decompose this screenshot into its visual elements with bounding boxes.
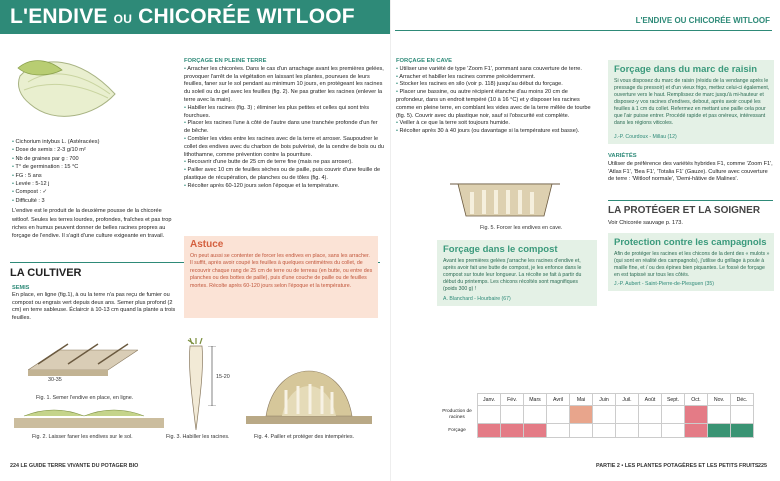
calendar-forcage-row bbox=[437, 424, 754, 438]
proteger-heading: LA PROTÉGER ET LA SOIGNER bbox=[608, 205, 761, 216]
forcage-cave-item: • Placer une bassine, ou autre récipient étanche d'au moins 20 cm de profondeur, dans un endroit tempéré (10 à 16 °C) et y disposer les racines comme en pleine terre, en comblant les vides avec de la terre mêlée de tourbe (fig. 5). Couvrir avec du plastique noir, sauf si l'obscurité est complète. bbox=[396, 89, 596, 120]
fig5-caption: Fig. 5. Forcer les endives en cave. bbox=[480, 225, 563, 231]
calendar-cell bbox=[708, 424, 731, 438]
right-folio-text: PARTIE 2 • LES PLANTES POTAGÈRES ET LES PETITS FRUITS bbox=[596, 463, 759, 469]
left-folio: 224 LE GUIDE TERRE VIVANTE DU POTAGER BIO bbox=[10, 463, 139, 469]
raisin-box-author: J.-P. Courdoux - Millau (12) bbox=[614, 134, 677, 140]
calendar-cell bbox=[685, 424, 708, 438]
calendar-cell bbox=[639, 406, 662, 424]
campagnols-box-author: J.-P. Aubert - Saint-Pierre-de-Plesguen (35) bbox=[614, 281, 714, 287]
month-label: Juin bbox=[593, 394, 616, 406]
fact-graines: • Nb de graines par g : 700 bbox=[12, 155, 177, 163]
calendar-header-row bbox=[437, 394, 754, 406]
title-ou: OU bbox=[113, 12, 133, 26]
forcage-terre-item: • Habiller les racines (fig. 3) ; éliminer les plus petites et celles qui sont très fourchues. bbox=[184, 105, 384, 121]
calendar-cell bbox=[593, 406, 616, 424]
forcage-cave-item: • Stocker les racines en silo (voir p. 118) jusqu'au début du forçage. bbox=[396, 81, 596, 89]
varietes-text: Utiliser de préférence des variétés hybrides F1, comme 'Zoom F1', 'Atlas F1', 'Bea F1', 'Totalia F1' (Gauze). Culture avec couverture de terre : 'Witloof normale', 'Demi-hâtive de Malines'. bbox=[608, 160, 773, 183]
calendar-cell bbox=[639, 424, 662, 438]
raisin-box-title: Forçage dans du marc de raisin bbox=[614, 64, 758, 75]
gutter bbox=[390, 0, 391, 481]
fig2-caption: Fig. 2. Laisser faner les endives sur le sol. bbox=[32, 434, 133, 440]
month-label: Août bbox=[639, 394, 662, 406]
forcage-cave-item: • Arracher et habiller les racines comme précédemment. bbox=[396, 74, 596, 82]
calendar-row-label: Production de racines bbox=[442, 408, 472, 420]
semis-heading: SEMIS bbox=[12, 285, 30, 291]
month-label: Janv. bbox=[478, 394, 501, 406]
forcage-terre-item: • Recouvrir d'une butte de 25 cm de terre fine (mais ne pas arroser). bbox=[184, 159, 384, 167]
raisin-box bbox=[608, 60, 774, 144]
calendar-cell bbox=[570, 424, 593, 438]
voir-text: Voir Chicorée sauvage p. 173. bbox=[608, 220, 683, 226]
right-folio-number: 225 bbox=[758, 463, 767, 469]
calendar-cell bbox=[662, 406, 685, 424]
fig1-dimension: 30-35 bbox=[48, 377, 62, 383]
calendar-cell bbox=[570, 406, 593, 424]
calendar-cell bbox=[547, 406, 570, 424]
forcage-cave-heading: FORÇAGE EN CAVE bbox=[396, 58, 452, 64]
calendar-cell bbox=[662, 424, 685, 438]
forcage-terre-heading: FORÇAGE EN PLEINE TERRE bbox=[184, 58, 267, 64]
month-label: Déc. bbox=[731, 394, 754, 406]
varietes-block bbox=[608, 153, 773, 184]
calendar-cell bbox=[685, 406, 708, 424]
fig4-caption: Fig. 4. Pailler et protéger des intempéries. bbox=[254, 434, 355, 440]
astuce-text: On peut aussi se contenter de forcer les endives en place, sans les arracher. Il suffit, après avoir coupé les feuilles à quelques centimètres du collet, de recouvrir chaque rang de 25 cm de terre ou de terreau (en butte, ou entre des planches ou des bottes de paille), puis d'une couche de paille ou de feuilles mortes. Récolte après 60-120 jours selon l'époque et la température. bbox=[190, 253, 373, 289]
calendar-cell bbox=[524, 424, 547, 438]
semis-text: En place, en ligne (fig.1), à ou la terre n'a pas reçu de fumier ou compost ou engrais vert depuis deux ans. Semer plus profond (2 cm) en terre sableuse. Éclaircir à 10-13 cm quand la plante a trois feuilles. bbox=[12, 292, 176, 321]
page-title bbox=[10, 5, 355, 29]
calendar-cell bbox=[547, 424, 570, 438]
calendar-cell bbox=[616, 406, 639, 424]
calendar-production-row bbox=[437, 406, 754, 424]
title-second: CHICORÉE WITLOOF bbox=[138, 5, 355, 28]
calendar-cell bbox=[616, 424, 639, 438]
calendar-corner bbox=[437, 394, 478, 406]
month-label: Mars bbox=[524, 394, 547, 406]
calendar-cell bbox=[731, 424, 754, 438]
month-label: Oct. bbox=[685, 394, 708, 406]
fig5-drawing bbox=[450, 176, 560, 220]
fig1-caption: Fig. 1. Semer l'endive en place, en ligne. bbox=[36, 395, 134, 401]
forcage-terre-item: • Arracher les chicorées. Dans le cas d'un arrachage avant les premières gelées, provoquer l'arrêt de la végétation en laissant les plantes, pourvues de leurs feuilles, faner sur le sol pendant au minimum 10 jours, en protégeant les racines du soleil ou du gel avec les feuilles (fig. 2). Ne pas gratter les racines (enlever la terre avec la main). bbox=[184, 66, 384, 105]
proteger-rule bbox=[608, 200, 773, 201]
fig1-drawing bbox=[28, 330, 138, 390]
calendar-cell bbox=[731, 406, 754, 424]
fig3-ruler bbox=[208, 346, 216, 406]
astuce-box bbox=[184, 236, 378, 318]
campagnols-box bbox=[608, 233, 774, 291]
fig4-drawing bbox=[246, 346, 372, 424]
calendar-row-label: Forçage bbox=[448, 427, 466, 433]
month-label: Juil. bbox=[616, 394, 639, 406]
forcage-cave-item: • Récolter après 30 à 40 jours (ou davantage si la température est basse). bbox=[396, 128, 596, 136]
forcage-cave-column bbox=[396, 58, 596, 136]
raisin-box-text: Si vous disposez du marc de raisin (résidu de la vendange après le pressage du pressoir) et d'un vieux frigo, mettez celui-ci également, ouverture vers le haut. Remplissez de marc jusqu'à mi-hauteur et disposez-y vos racines d'endives, debout, après avoir coupé les feuilles à 1 cm du collet. Refermez en mettant une paille cela pour que l'air puisse entrer. Procédé rapide et pas onéreux, intéressant dans les régions viticoles. bbox=[614, 78, 770, 126]
running-head: L'ENDIVE OU CHICORÉE WITLOOF bbox=[635, 16, 770, 25]
forcage-terre-item: • Placer les racines l'une à côté de l'autre dans une tranchée profonde d'un fer de bêche. bbox=[184, 120, 384, 136]
forcage-cave-item: • Utiliser une variété de type 'Zoom F1', pommant sans couverture de terre. bbox=[396, 66, 596, 74]
campagnols-box-text: Afin de protéger les racines et les chicons de la dent des « mulots » (qui sont en réalité des campagnols), j'utilise du grillage à poule à maille fine, et / ou des épines bien piquantes. Le fossé de forçage en est tapissé sur tous les côtés. bbox=[614, 251, 770, 278]
fact-dose: • Dose de semis : 2-3 g/10 m² bbox=[12, 146, 177, 154]
calendar-cell bbox=[501, 424, 524, 438]
compost-box-text: Avant les premières gelées j'arrache les racines d'endive et, après avoir fait une butte de compost, je les enfonce dans le compost sur toute leur longueur. La récolte se fait à partir du début du printemps. Les chicons récoltés sont magnifiques (poids 300 g) ! bbox=[443, 258, 582, 292]
fact-difficulte: • Difficulté : 3 bbox=[12, 197, 177, 205]
fact-latin: • Cichorium intybus L. (Astéracées) bbox=[12, 138, 177, 146]
forcage-cave-item: • Veiller à ce que la terre soit toujours humide. bbox=[396, 120, 596, 128]
fig3-dimension: 15-20 bbox=[216, 374, 230, 380]
calendar-table bbox=[437, 393, 754, 438]
calendar-cell bbox=[524, 406, 547, 424]
campagnols-box-title: Protection contre les campagnols bbox=[614, 237, 767, 248]
title-main: L'ENDIVE bbox=[10, 5, 108, 28]
intro-text: L'endive est le produit de la deuxième pousse de la chicorée witloof. Seules les terres lourdes, profondes, fraîches et pas trop riches en humus peuvent donner de belles racines propres au forçage de l'endive. Il s'agit d'une culture exigeante en travail. bbox=[12, 208, 172, 240]
calendar-cell bbox=[593, 424, 616, 438]
compost-box-author: A. Blanchard - Hourbaire (67) bbox=[443, 296, 511, 302]
calendar-cell bbox=[478, 424, 501, 438]
compost-box bbox=[437, 240, 597, 306]
astuce-title: Astuce bbox=[190, 239, 224, 250]
forcage-terre-item: • Récolter après 60-120 jours selon l'époque et la température. bbox=[184, 183, 384, 191]
calendar-cell bbox=[708, 406, 731, 424]
fact-compost: • Compost : ✓ bbox=[12, 188, 177, 196]
facts-block bbox=[12, 138, 177, 241]
month-label: Avril bbox=[547, 394, 570, 406]
compost-box-title: Forçage dans le compost bbox=[443, 244, 558, 255]
forcage-terre-item: • Pailler avec 10 cm de feuilles sèches ou de paille, puis couvrir d'une feuille de plastique de récupération, de planches ou de tôles (fig. 4). bbox=[184, 167, 384, 183]
forcage-terre-item: • Combler les vides entre les racines avec de la terre et arroser. Saupoudrer le collet des endives avec du charbon de bois pulvérisé, de la cendre de bois ou du lithothamne, comme prévention contre la pourriture. bbox=[184, 136, 384, 159]
calendar-cell bbox=[501, 406, 524, 424]
month-label: Nov. bbox=[708, 394, 731, 406]
section-cultiver-heading: LA CULTIVER bbox=[10, 267, 82, 279]
month-label: Sept. bbox=[662, 394, 685, 406]
fig2-drawing bbox=[14, 404, 164, 428]
fact-fg: • FG : 5 ans bbox=[12, 172, 177, 180]
calendar-cell bbox=[478, 406, 501, 424]
fact-levee: • Levée : 5-12 j bbox=[12, 180, 177, 188]
fact-germination: • T° de germination : 15 °C bbox=[12, 163, 177, 171]
month-label: Mai bbox=[570, 394, 593, 406]
month-label: Fév. bbox=[501, 394, 524, 406]
varietes-heading: VARIÉTÉS bbox=[608, 153, 637, 159]
title-banner bbox=[0, 0, 390, 34]
endive-illustration bbox=[10, 46, 120, 134]
fig3-caption: Fig. 3. Habiller les racines. bbox=[166, 434, 230, 440]
running-head-rule bbox=[395, 30, 772, 31]
forcage-terre-column bbox=[184, 58, 384, 191]
